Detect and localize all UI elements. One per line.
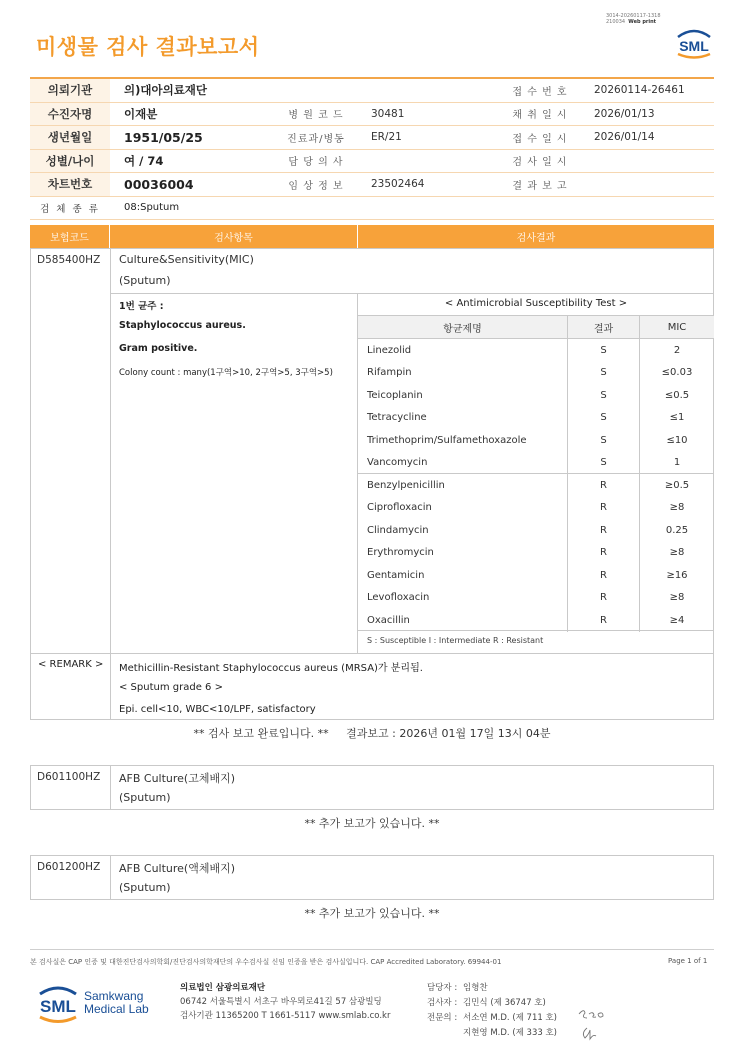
ast-mic: ≥8 (639, 542, 714, 565)
ast-drug: Levofloxacin (367, 592, 430, 604)
test1-code: D585400HZ (37, 254, 101, 266)
ast-mic: 0.25 (639, 519, 714, 542)
ast-drug: Rifampin (367, 367, 412, 379)
ast-row (358, 407, 714, 430)
staff-value: 서소연 M.D. (제 711 호) (463, 1013, 558, 1023)
ast-title: < Antimicrobial Susceptibility Test > (444, 298, 628, 309)
svg-text:SML: SML (679, 38, 709, 54)
divider (358, 473, 714, 474)
svg-text:SML: SML (40, 997, 76, 1016)
staff-value: 김민식 (제 36747 호) (463, 998, 546, 1008)
ast-mic: ≥8 (639, 497, 714, 520)
ast-drug: Teicoplanin (367, 389, 423, 401)
remark-label: < REMARK > (38, 659, 104, 670)
remark-line2: < Sputum grade 6 > (119, 682, 223, 693)
label-test-date: 검 사 일 시 (512, 157, 568, 169)
ast-row (358, 339, 714, 362)
print-id-line1: 3014-20260117-1318 (606, 13, 661, 19)
test1-specimen: (Sputum) (119, 274, 171, 287)
value-sex-age: 여 / 74 (124, 153, 164, 168)
label-requesting-org: 의뢰기관 (30, 79, 110, 102)
value-specimen-type: 08:Sputum (124, 202, 180, 214)
label-physician: 담 당 의 사 (288, 157, 344, 169)
ast-result: R (567, 587, 639, 610)
test1-name: Culture&Sensitivity(MIC) (119, 253, 254, 266)
remark-line3: Epi. cell<10, WBC<10/LPF, satisfactory (119, 704, 316, 715)
results-header (30, 225, 714, 248)
ast-row (358, 384, 714, 407)
label-accession-no: 접 수 번 호 (512, 86, 568, 98)
ast-row (358, 564, 714, 587)
gram-stain: Gram positive. (119, 343, 198, 354)
value-requesting-org: 의)대아의료재단 (124, 83, 208, 98)
ast-mic: ≥8 (639, 587, 714, 610)
ast-mic: ≤0.5 (639, 384, 714, 407)
ast-row (358, 542, 714, 565)
ast-mic: 2 (639, 339, 714, 362)
ast-result: R (567, 542, 639, 565)
test2-name: AFB Culture(고체배지) (119, 772, 236, 785)
ast-row (358, 609, 714, 632)
organism-name: Staphylococcus aureus. (119, 320, 246, 331)
test3-code: D601200HZ (37, 861, 101, 873)
org-name: 의료법인 삼광의료재단 (180, 983, 266, 993)
ast-mic: ≥4 (639, 609, 714, 632)
ast-mic: ≤10 (639, 429, 714, 452)
ast-result: R (567, 474, 639, 497)
staff-label: 전문의 : (427, 1013, 458, 1023)
ast-drug: Linezolid (367, 344, 412, 356)
label-received-date: 접 수 일 시 (512, 133, 568, 145)
ast-mic: ≥0.5 (639, 474, 714, 497)
header-test-item: 검사항목 (110, 225, 358, 248)
ast-mic: ≤1 (639, 407, 714, 430)
label-sex-age: 성별/나이 (30, 150, 110, 173)
value-chart-no: 00036004 (124, 176, 194, 192)
ast-row (358, 519, 714, 542)
label-birth-date: 생년월일 (30, 126, 110, 149)
divider (110, 765, 111, 810)
info-row (30, 126, 714, 150)
logo-line1: Samkwang (84, 989, 144, 1003)
ast-result: R (567, 519, 639, 542)
staff-list (427, 981, 557, 1041)
value-hospital-code: 30481 (371, 107, 405, 120)
value-birth-date: 1951/05/25 (124, 129, 203, 145)
ast-mic: ≥16 (639, 564, 714, 587)
test2-note: ** 추가 보고가 있습니다. ** (304, 817, 440, 830)
staff-value: 임형찬 (463, 983, 488, 993)
divider (110, 855, 111, 900)
test2-specimen: (Sputum) (119, 791, 171, 804)
header-insurance-code: 보험코드 (30, 225, 110, 248)
test3-specimen: (Sputum) (119, 881, 171, 894)
report-title: 미생물 검사 결과보고서 (36, 35, 260, 59)
ast-result: S (567, 429, 639, 452)
print-id (606, 13, 661, 25)
value-accession-no: 20260114-26461 (594, 84, 685, 97)
staff-label: 검사자 : (427, 998, 458, 1008)
ast-result: S (567, 339, 639, 362)
ast-row (358, 497, 714, 520)
remark-line1: Methicillin-Resistant Staphylococcus aureus (MRSA)가 분리됨. (119, 663, 423, 674)
ast-drug: Erythromycin (367, 547, 434, 559)
ast-drug: Clindamycin (367, 524, 429, 536)
ast-header-row (358, 316, 714, 339)
value-clinical-info: 23502464 (371, 178, 425, 191)
ast-row (358, 429, 714, 452)
patient-info-table (30, 77, 714, 220)
ast-drug: Gentamicin (367, 569, 425, 581)
ast-row (358, 452, 714, 475)
divider (110, 248, 111, 720)
ast-drug: Benzylpenicillin (367, 479, 445, 491)
colony-count: Colony count : many(1구역>10, 2구역>5, 3구역>5) (119, 368, 333, 378)
report-complete-note: ** 검사 보고 완료입니다. ** 결과보고 : 2026년 01월 17일 13시 04분 (193, 727, 551, 740)
value-collection-date: 2026/01/13 (594, 107, 655, 120)
ast-drug: Oxacillin (367, 614, 410, 626)
ast-row (358, 474, 714, 497)
ast-row (358, 587, 714, 610)
staff-value: 지현영 M.D. (제 333 호) (463, 1028, 558, 1038)
value-department: ER/21 (371, 131, 402, 144)
ast-result: R (567, 609, 639, 632)
label-collection-date: 채 취 일 시 (512, 110, 568, 122)
samkwang-logo-text (84, 990, 149, 1016)
ast-drug: Tetracycline (367, 412, 427, 424)
label-clinical-info: 임 상 정 보 (288, 180, 344, 192)
samkwang-logo-icon (36, 982, 80, 1024)
test3-note: ** 추가 보고가 있습니다. ** (304, 907, 440, 920)
info-row (30, 197, 714, 221)
ast-result: R (567, 497, 639, 520)
ast-drug: Ciprofloxacin (367, 502, 432, 514)
org-info (180, 981, 390, 1023)
ast-result: S (567, 384, 639, 407)
signature-image (575, 1008, 607, 1042)
org-address: 06742 서울특별시 서초구 바우뫼로41길 57 삼광빌딩 (180, 997, 382, 1007)
divider (30, 653, 714, 654)
info-row (30, 103, 714, 127)
ast-result: R (567, 564, 639, 587)
ast-drug: Trimethoprim/Sulfamethoxazole (367, 434, 527, 446)
divider (110, 293, 714, 294)
ast-drug: Vancomycin (367, 457, 428, 469)
isolate-number: 1번 균주 : (119, 301, 164, 312)
value-patient-name: 이재분 (124, 106, 158, 121)
logo-line2: Medical Lab (84, 1002, 149, 1016)
ast-col-result: 결과 (567, 316, 639, 339)
ast-result: S (567, 362, 639, 385)
test3-name: AFB Culture(액체배지) (119, 862, 236, 875)
label-chart-no: 차트번호 (30, 173, 110, 196)
org-contact: 검사기관 11365200 T 1661-5117 www.smlab.co.kr (180, 1011, 391, 1021)
ast-result: S (567, 407, 639, 430)
ast-mic: 1 (639, 452, 714, 475)
info-row (30, 79, 714, 103)
ast-col-drug: 항균제명 (443, 323, 482, 335)
label-patient-name: 수진자명 (30, 103, 110, 126)
label-department: 진료과/병동 (287, 133, 345, 145)
ast-col-mic: MIC (639, 316, 714, 339)
value-received-date: 2026/01/14 (594, 131, 655, 144)
test2-code: D601100HZ (37, 771, 101, 783)
print-id-line2: 210034 (606, 19, 626, 25)
divider (358, 630, 714, 631)
ast-result: S (567, 452, 639, 475)
sml-logo-icon (674, 27, 714, 59)
page-number: Page 1 of 1 (668, 957, 708, 965)
info-row (30, 150, 714, 174)
info-row (30, 173, 714, 197)
print-mode: Web print (628, 19, 657, 25)
label-report-date: 결 과 보 고 (512, 180, 568, 192)
certification-note: 본 검사실은 CAP 인증 및 대한진단검사의학회/진단검사의학재단의 우수검사실 신임 인증을 받은 검사실입니다. CAP Accredited Laboratory. 69944-01 (30, 958, 502, 966)
label-specimen-type: 검 체 종 류 (30, 197, 110, 220)
ast-row (358, 362, 714, 385)
staff-label: 담당자 : (427, 983, 458, 993)
header-test-result: 검사결과 (516, 233, 556, 244)
ast-legend: S : Susceptible I : Intermediate R : Resistant (367, 636, 544, 645)
footer-divider (30, 949, 714, 950)
ast-mic: ≤0.03 (639, 362, 714, 385)
label-hospital-code: 병 원 코 드 (288, 110, 344, 122)
